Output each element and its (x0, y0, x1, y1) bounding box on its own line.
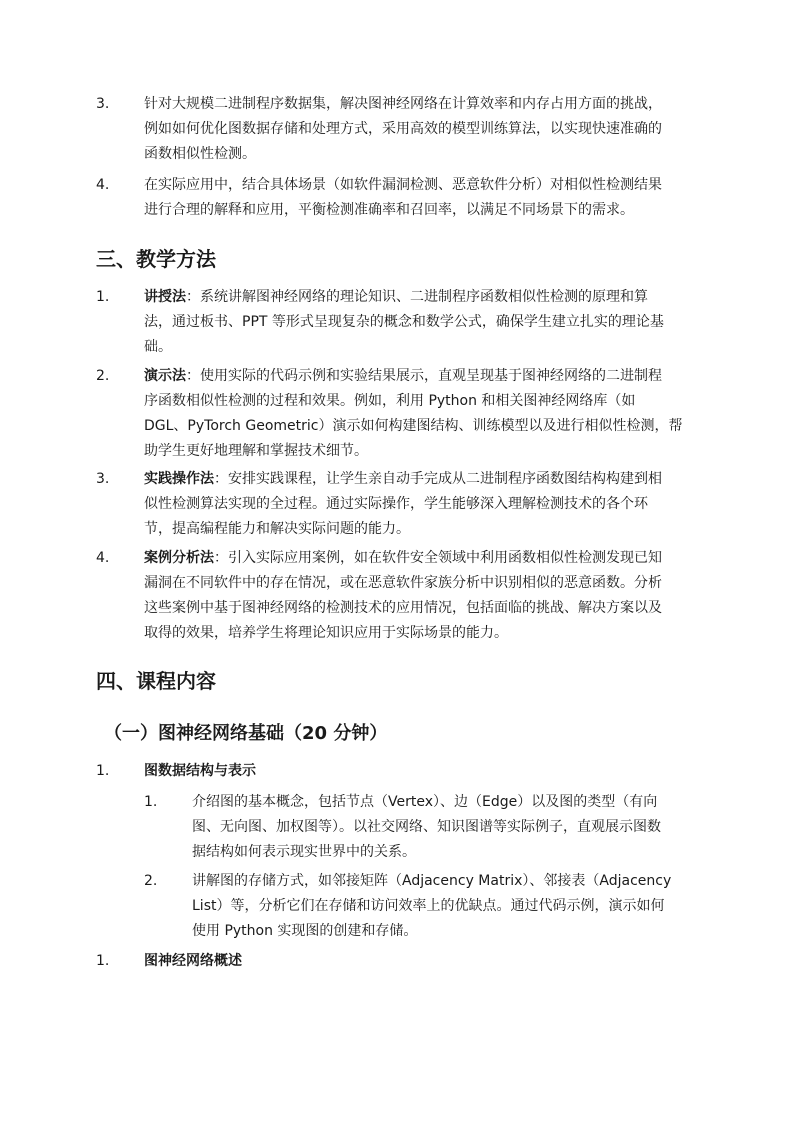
paragraph-line: 演示法：使用实际的代码示例和实验结果展示，直观呈现基于图神经网络的二进制程 (144, 368, 662, 384)
list-number: 3. (96, 96, 110, 112)
section-heading-teaching-methods: 三、教学方法 (96, 247, 216, 271)
subsection-heading: （一）图神经网络基础（20 分钟） (104, 723, 388, 744)
list-number: 4. (96, 177, 110, 193)
term-label: 实践操作法 (144, 471, 214, 487)
list-number: 1. (96, 289, 110, 305)
paragraph-line: 图、无向图、加权图等）。以社交网络、知识图谱等实际例子，直观展示图数 (192, 819, 661, 835)
paragraph-line: 例如如何优化图数据存储和处理方式，采用高效的模型训练算法，以实现快速准确的 (144, 121, 662, 137)
paragraph-line: 在实际应用中，结合具体场景（如软件漏洞检测、恶意软件分析）对相似性检测结果 (144, 177, 662, 193)
term-label: 案例分析法 (144, 550, 214, 566)
section-heading-course-content: 四、课程内容 (96, 669, 216, 693)
paragraph-line: 进行合理的解释和应用，平衡检测准确率和召回率，以满足不同场景下的需求。 (144, 202, 634, 218)
list-number: 1. (144, 794, 158, 810)
paragraph-line: 实践操作法：安排实践课程，让学生亲自动手完成从二进制程序函数图结构构建到相 (144, 471, 662, 487)
paragraph-line: 节，提高编程能力和解决实际问题的能力。 (144, 521, 410, 537)
paragraph-line: 函数相似性检测。 (144, 146, 256, 162)
paragraph-line: DGL、PyTorch Geometric）演示如何构建图结构、训练模型以及进行相似性检测，帮 (144, 418, 683, 434)
list-number: 3. (96, 471, 110, 487)
paragraph-line: 序函数相似性检测的过程和效果。例如，利用 Python 和相关图神经网络库（如 (144, 393, 636, 409)
list-number: 1. (96, 953, 110, 969)
paragraph-line: 助学生更好地理解和掌握技术细节。 (144, 443, 368, 459)
paragraph-line: 漏洞在不同软件中的存在情况，或在恶意软件家族分析中识别相似的恶意函数。分析 (144, 575, 662, 591)
paragraph-line: 似性检测算法实现的全过程。通过实际操作，学生能够深入理解检测技术的各个环 (144, 496, 648, 512)
paragraph-line: 据结构如何表示现实世界中的关系。 (192, 844, 416, 860)
paragraph-line: 案例分析法：引入实际应用案例，如在软件安全领域中利用函数相似性检测发现已知 (144, 550, 662, 566)
list-number: 2. (144, 873, 158, 889)
paragraph-line: List）等，分析它们在存储和访问效率上的优缺点。通过代码示例，演示如何 (192, 898, 665, 914)
list-number: 1. (96, 763, 110, 779)
paragraph-line: 这些案例中基于图神经网络的检测技术的应用情况，包括面临的挑战、解决方案以及 (144, 600, 662, 616)
paragraph-line: 介绍图的基本概念，包括节点（Vertex）、边（Edge）以及图的类型（有向 (192, 794, 658, 810)
paragraph-line: 针对大规模二进制程序数据集，解决图神经网络在计算效率和内存占用方面的挑战， (144, 96, 662, 112)
paragraph-line: 讲解图的存储方式，如邻接矩阵（Adjacency Matrix）、邻接表（Adjacency (192, 873, 672, 889)
paragraph-line: 础。 (144, 339, 172, 355)
list-item-title: 图神经网络概述 (144, 953, 242, 969)
list-number: 4. (96, 550, 110, 566)
paragraph-line: 使用 Python 实现图的创建和存储。 (192, 923, 418, 939)
list-number: 2. (96, 368, 110, 384)
paragraph-line: 讲授法：系统讲解图神经网络的理论知识、二进制程序函数相似性检测的原理和算 (144, 289, 648, 305)
term-label: 讲授法 (144, 289, 186, 305)
list-item-title: 图数据结构与表示 (144, 763, 256, 779)
paragraph-line: 法，通过板书、PPT 等形式呈现复杂的概念和数学公式，确保学生建立扎实的理论基 (144, 314, 664, 330)
paragraph-line: 取得的效果，培养学生将理论知识应用于实际场景的能力。 (144, 625, 508, 641)
term-label: 演示法 (144, 368, 186, 384)
